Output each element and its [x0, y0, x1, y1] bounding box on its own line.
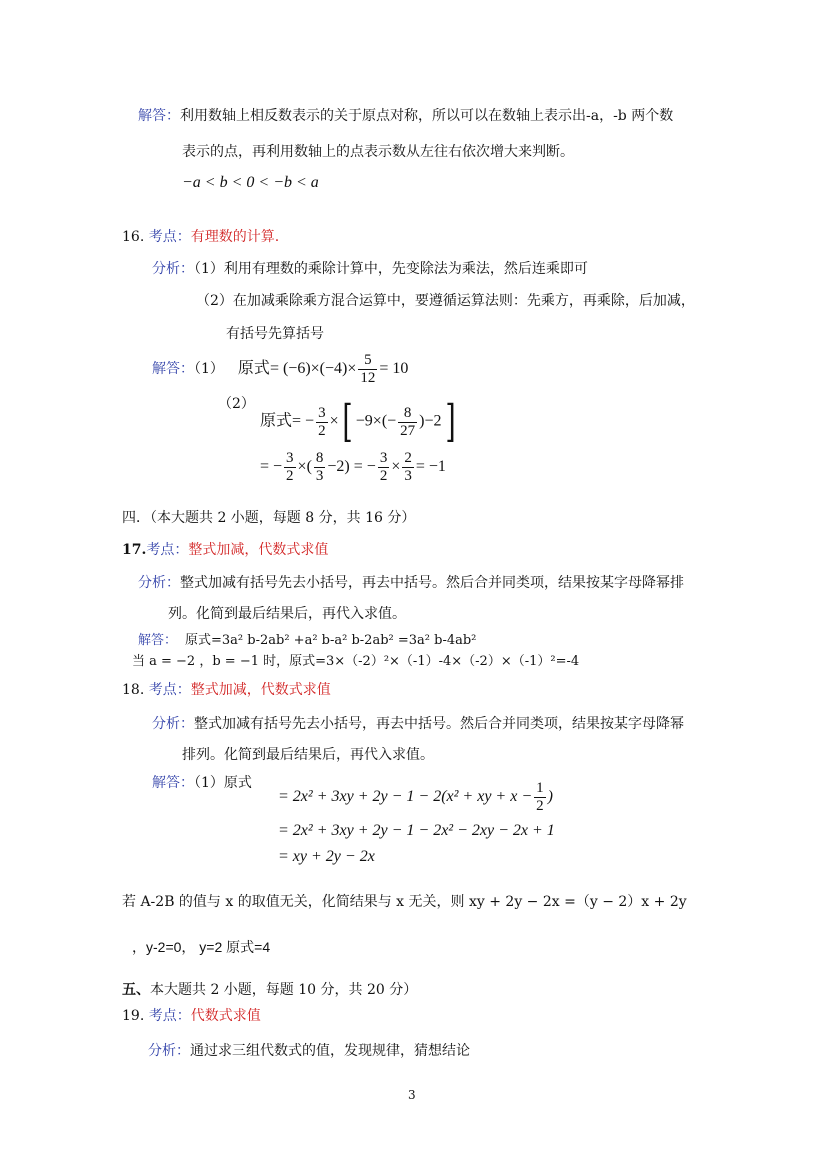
eq-1a: = (−6)×(−4)× — [269, 360, 357, 378]
analysis-text: 整式加减有括号先去小括号，再去中括号。然后合并同类项，结果按某字母降幂排 — [180, 575, 684, 591]
kaodian-label: 考点： — [148, 682, 191, 698]
s17-solution — [138, 631, 476, 651]
fraction-8-27: $\frac{8}{27}$ — [400, 404, 416, 439]
question-number: 18. — [122, 682, 145, 698]
fraction-3-2: $\frac{3}{2}$ — [379, 450, 388, 484]
answer-label: 解答： — [152, 775, 194, 791]
right-bracket: ] — [444, 396, 456, 447]
fenxi-label: 分析： — [138, 575, 180, 591]
eq-1b: = 10 — [379, 360, 409, 378]
topic: 整式加减，代数式求值 — [190, 682, 331, 698]
s15-answer-line1 — [138, 106, 673, 126]
part-1-label: （1） — [194, 361, 224, 378]
s16-header — [122, 227, 279, 247]
s18-solution-label — [152, 773, 252, 793]
solution-text: 原式=3a² b-2ab² +a² b-a² b-2ab² =3a² b-4ab² — [185, 633, 477, 648]
analysis-text: （1）利用有理数的乘除计算中，先变除法为乘法，然后连乘即可 — [194, 261, 588, 277]
s15-answer-line2: 表示的点，再利用数轴上的点表示数从左往右依次增大来判断。 — [182, 144, 574, 160]
s17-analysis-line2: 列。化简到最后结果后，再代入求值。 — [168, 606, 406, 622]
question-number: 19. — [122, 1008, 145, 1024]
question-number: 16. — [122, 229, 145, 245]
fenxi-label: 分析： — [152, 716, 194, 732]
part-2-label: （2） — [218, 396, 255, 412]
s17-header — [122, 540, 328, 560]
fraction-5-12: $\frac{5}{12}$ — [360, 352, 376, 386]
s16-analysis-line1 — [152, 259, 588, 279]
s17-substitution: 当 a = −2 ，b = −1 时，原式=3×（-2）²×（-1）-4×（-2）×（-1）²=-4 — [132, 654, 580, 669]
s18-eq-row2: = 2x² + 3xy + 2y − 1 − 2x² − 2xy − 2x + 1 — [278, 822, 555, 839]
yuanshi: 原式 — [260, 410, 293, 430]
section-5-title: 五、本大题共 2 小题，每题 10 分，共 20 分） — [122, 982, 418, 998]
topic: 整式加减，代数式求值 — [188, 542, 329, 558]
page-number: 3 — [408, 1088, 416, 1102]
topic: 代数式求值 — [190, 1008, 261, 1024]
left-bracket: [ — [342, 396, 353, 447]
s18-analysis-line1 — [152, 714, 684, 734]
fraction-3-2: $\frac{3}{2}$ — [286, 450, 294, 484]
s19-header — [122, 1006, 261, 1026]
kaodian-label: 考点： — [148, 1008, 191, 1024]
s16-solution-1 — [152, 352, 408, 387]
analysis-text: 整式加减有括号先去小括号，再去中括号。然后合并同类项，结果按某字母降幂 — [194, 716, 684, 732]
s18-eq-row3: = xy + 2y − 2x — [278, 848, 375, 865]
fenxi-label: 分析： — [148, 1043, 190, 1059]
s16-solution-2-line1: 原式= − $\frac{3}{2}$ ×[ −9×(− $\frac{8}{27}$ )−2] — [260, 396, 456, 447]
fraction-2-3: $\frac{2}{3}$ — [404, 450, 412, 484]
question-number: 17. — [122, 542, 147, 558]
kaodian-label: 考点： — [146, 542, 189, 558]
s15-inequality: −a < b < 0 < −b < a — [182, 174, 319, 191]
fenxi-label: 分析： — [152, 261, 194, 277]
answer-label: 解答： — [152, 361, 194, 378]
s18-conclusion-line2: ，y-2=0， y=2 原式=4 — [132, 939, 271, 955]
yuanshi: 原式 — [237, 358, 270, 378]
fraction-1-2: $\frac{1}{2}$ — [536, 780, 544, 814]
s17-analysis-line1 — [138, 573, 684, 593]
s16-solution-2-line2: = − $\frac{3}{2}$ ×( $\frac{8}{3}$ −2) = − $\frac{3}{2}$ × $\frac{2}{3}$ = −1 — [260, 450, 446, 484]
s18-analysis-line2: 排列。化简到最后结果后，再代入求值。 — [182, 747, 434, 763]
s18-header — [122, 680, 331, 700]
fraction-8-3: $\frac{8}{3}$ — [315, 450, 324, 484]
answer-label: 解答： — [138, 108, 180, 124]
topic: 有理数的计算. — [190, 229, 280, 245]
s19-analysis — [148, 1041, 470, 1061]
analysis-text: 通过求三组代数式的值，发现规律，猜想结论 — [190, 1043, 470, 1059]
s18-eq-row1: = 2x² + 3xy + 2y − 1 − 2(x² + xy + x − $\frac{1}{2}$ ) — [278, 780, 553, 814]
s16-analysis-line3: 有括号先算括号 — [226, 326, 324, 342]
s16-analysis-line2: （2）在加减乘除乘方混合运算中，要遵循运算法则：先乘方，再乘除，后加减， — [196, 293, 695, 309]
part-1-label: （1）原式 — [194, 775, 252, 791]
fraction-3-2: $\frac{3}{2}$ — [318, 404, 326, 439]
section-4-title: 四．（本大题共 2 小题，每题 8 分，共 16 分） — [122, 510, 416, 526]
s18-conclusion-line1: 若 A-2B 的值与 x 的取值无关，化简结果与 x 无关，则 xy + 2y − 2x =（y − 2）x + 2y — [122, 894, 687, 910]
answer-label: 解答： — [138, 633, 178, 648]
kaodian-label: 考点： — [148, 229, 191, 245]
answer-text: 利用数轴上相反数表示的关于原点对称，所以可以在数轴上表示出-a，-b 两个数 — [180, 108, 674, 124]
